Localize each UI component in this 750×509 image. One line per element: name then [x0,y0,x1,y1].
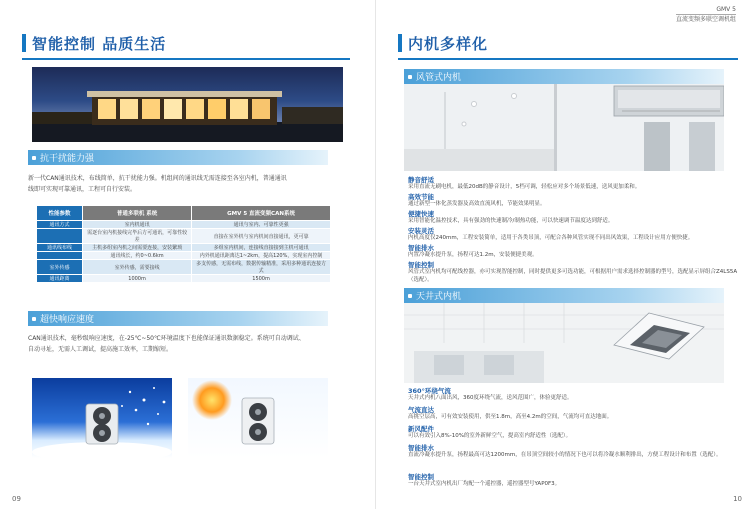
left-page-title: 智能控制 品质生活 [32,34,167,53]
response-paragraph [28,333,348,355]
duct-feature-text: 风管式室内机均可配线控器，亦可实现智能控制，同时提供更多可选功能，可根据用户需求选择控制器的型号，选配显示屏组合Z4LS5A（选配）。 [408,269,738,283]
paragraph-line: 自动寻址，无需人工调试，提高施工效率，工期缩短。 [28,346,173,353]
left-header [22,30,166,56]
table-cell: 多组室内机间，连接线直接接到主机可通讯 [192,244,331,252]
cassette-feature-title: 气流直达 [408,406,434,414]
section-dot [32,317,36,321]
table-cell: 通讯线长，约0~0.6km [83,252,192,260]
cassette-room-illustration [404,303,724,383]
section-bar-duct [404,69,724,84]
right-header [398,30,488,56]
header-rule [398,58,738,60]
table-header-cell: 性能参数 [37,206,83,221]
section-title-interference: 抗干扰能力强 [40,154,95,164]
building-illustration [32,67,343,142]
cassette-feature-text: 可以有效引入8%-10%的室外新鲜空气，提高室内舒适性（选配）。 [408,433,572,439]
cassette-feature-text: 一台天井式室内机出厂均配一个遥控器，遥控器型号YAP0F3。 [408,481,561,487]
sun-icon [188,378,328,458]
table-cell: 室外传感，需要接线 [83,260,192,275]
cold-scene-image [32,378,172,458]
section-bar-interference [28,150,328,165]
table-cell: 室内机通讯 [83,221,192,229]
table-header-row [37,206,331,221]
duct-feature-title: 智能排水 [408,244,434,252]
paragraph-line: 线即可实现可靠通讯，工程可自行安装。 [28,186,137,193]
table-header-cell: 普通多联机 系统 [83,206,192,221]
paragraph-line: 新一代CAN通讯技术，布线简单，抗干扰能力强。机组间的通讯线无需连接至各室内机，普通通讯 [28,175,287,182]
brand-subtitle: 直流变频多联空调机组 [675,16,736,23]
snowflake-icon [32,378,172,458]
cassette-feature-title: 智能排水 [408,444,434,452]
cassette-feature-text: 直流冷凝水提升泵，扬程最高可达1200mm，在吊顶空间较小的情况下也可以将冷凝水顺利排出，方便工程设计和布置（选配）。 [408,452,722,458]
table-cell: 1000m [83,275,192,283]
duct-feature-title: 便捷快速 [408,210,434,218]
header-rule [22,58,350,60]
duct-feature-text: 内置冷凝水提升泵，扬程可达1.2m，安装便捷美观。 [408,252,538,258]
header-accent-bar [22,34,26,52]
cassette-feature-text: 天井式内机八面出风，360度环绕气流，送风范围广，体验更舒适。 [408,395,573,401]
table-cell: 内外机通讯距离达1~2km，提高120%，实现室内控制 [192,252,331,260]
brand-corner [676,6,736,24]
hot-scene-image [188,378,328,458]
table-row [37,275,331,283]
table-row-label [37,252,83,260]
cassette-feature-title: 360°环绕气流 [408,387,451,395]
table-row [37,221,331,229]
table-cell: 通讯与室内、可靠性更强 [192,221,331,229]
header-accent-bar [398,34,402,52]
page-number-left: 09 [12,495,21,503]
section-dot [408,294,412,298]
right-page-title: 内机多样化 [408,34,489,53]
table-row [37,260,331,275]
duct-feature-text: 通过新型一体化蒸发器及高效直流风机，节能效果明显。 [408,201,546,207]
duct-feature-title: 静音舒适 [408,176,434,184]
table-row-label: 通讯线布线 [37,244,83,252]
cassette-unit-photo [404,303,724,383]
table-row-label [37,229,83,244]
table-cell: 1500m [192,275,331,283]
page-number-right: 10 [733,495,742,503]
section-title-response: 超快响应速度 [40,315,95,325]
duct-unit-photo [404,84,724,171]
section-dot [32,156,36,160]
table-cell: 多支传感，无需布线，数据传输精准，采用多种通讯连接方式 [192,260,331,275]
comparison-table [36,205,331,283]
interference-paragraph [28,173,348,195]
section-dot [408,75,412,79]
paragraph-line: CAN通讯技术，毫秒级响应速度，在-25℃~50℃环境温度下也能保证通讯数据稳定。系统可自动调试、 [28,335,305,342]
table-cell: 主机多组室内机之间需要连接，安装繁琐 [83,244,192,252]
section-title-cassette: 天井式内机 [416,292,462,302]
brand-label: GMV 5 [716,6,736,13]
duct-feature-text: 内机高度仅240mm，工程安装简单，适用于各类吊顶，可配合各种风管实现不同出风效果，工程设计应用方便快捷。 [408,235,694,241]
table-cell: 需逐台室内机接线完毕后方可通讯，可靠性较差 [83,229,192,244]
duct-feature-title: 智能控制 [408,261,434,269]
table-cell: 直接在室外机与室内机间直接通讯，更可靠 [192,229,331,244]
duct-feature-title: 高效节能 [408,193,434,201]
table-row-label: 通讯方式 [37,221,83,229]
duct-room-illustration [404,84,724,171]
building-photo [32,67,343,142]
table-row [37,229,331,244]
table-header-cell: GMV 5 直流变频CAN系统 [192,206,331,221]
table-row-label: 通讯距离 [37,275,83,283]
duct-feature-title: 安装灵活 [408,227,434,235]
table-row-label: 室外传感 [37,260,83,275]
duct-feature-text: 采用直流无刷电机，最低20dB的静音设计，5档可调，轻松应对多个场景低速，送风更加柔和。 [408,184,641,190]
cassette-feature-text: 高挑空层高，可有效安装使用，供至1.8m，高至4.2m的空间，气流均可直达地面。 [408,414,613,420]
cassette-feature-title: 智能控制 [408,473,434,481]
section-bar-cassette [404,288,724,303]
duct-feature-text: 采用智能化温控技术，具有强劲的快速制冷/制热功能，可以快速调节温度达到舒适。 [408,218,614,224]
section-title-duct: 风管式内机 [416,73,462,83]
table-row [37,252,331,260]
section-bar-response [28,311,328,326]
table-row [37,244,331,252]
cassette-feature-title: 新风配件 [408,425,434,433]
